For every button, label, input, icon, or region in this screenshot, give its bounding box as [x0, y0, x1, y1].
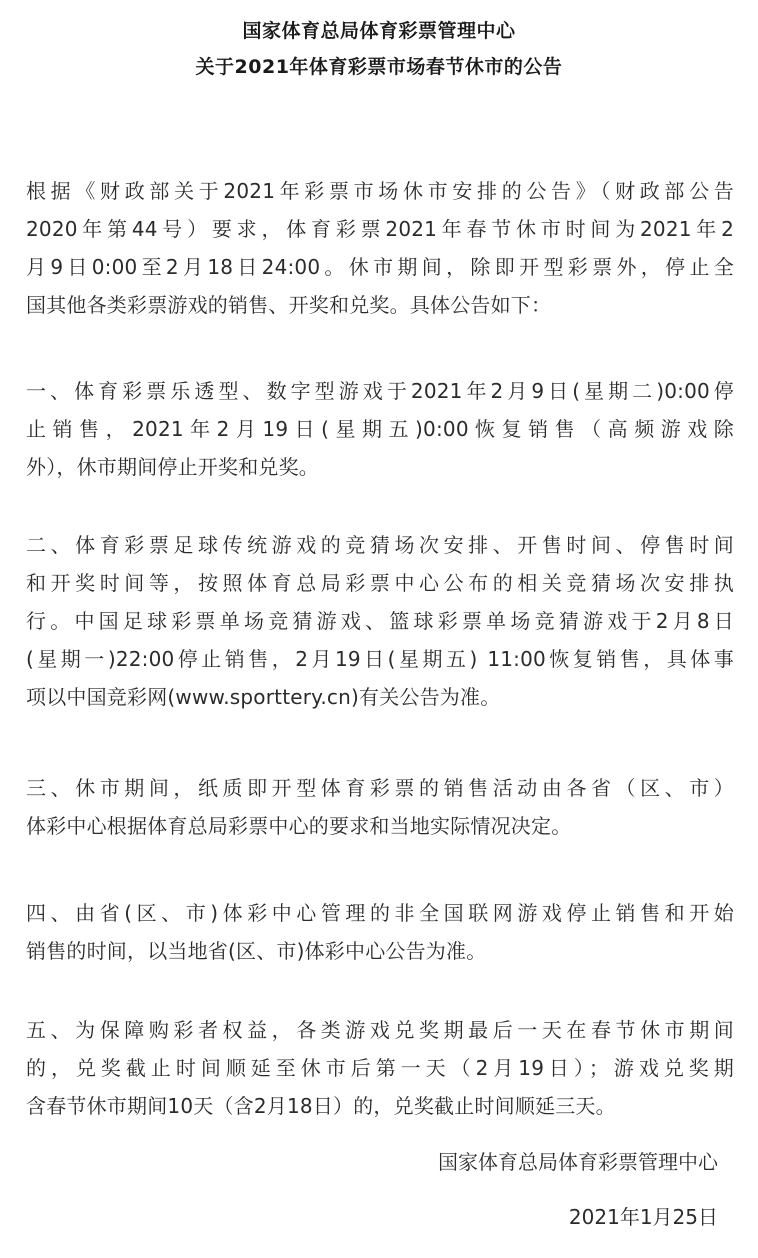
item-2-paragraph	[26, 526, 734, 716]
title-line-2: 关于2021年体育彩票市场春节休市的公告	[195, 56, 563, 78]
item-5-paragraph	[26, 1011, 734, 1125]
text-line: 行。中国足球彩票单场竞猜游戏、篮球彩票单场竞猜游戏于2月8日	[26, 609, 734, 633]
title-line-1: 国家体育总局体育彩票管理中心	[242, 20, 516, 42]
text-line: 销售的时间，以当地省(区、市)体彩中心公告为准。	[26, 939, 487, 963]
text-line: (星期一)22:00停止销售，2月19日(星期五) 11:00恢复销售，具体事	[26, 647, 734, 671]
text-line: 和开奖时间等，按照体育总局彩票中心公布的相关竞猜场次安排执	[26, 571, 734, 595]
text-line: 国其他各类彩票游戏的销售、开奖和兑奖。具体公告如下：	[26, 293, 552, 317]
text-line: 含春节休市期间10天（含2月18日）的，兑奖截止时间顺延三天。	[26, 1094, 616, 1118]
text-line: 2020年第44号）要求，体育彩票2021年春节休市时间为2021年2	[26, 217, 734, 241]
text-line: 项以中国竞彩网(www.sporttery.cn)有关公告为准。	[26, 685, 501, 709]
text-line: 外），休市期间停止开奖和兑奖。	[26, 455, 319, 479]
text-line: 四、由省(区、市)体彩中心管理的非全国联网游戏停止销售和开始	[26, 901, 734, 925]
item-3-paragraph	[26, 769, 734, 845]
text-line: 月9日0:00至2月18日24:00。休市期间，除即开型彩票外，停止全	[26, 255, 734, 279]
text-line: 的，兑奖截止时间顺延至休市后第一天（2月19日）；游戏兑奖期	[26, 1056, 734, 1080]
intro-paragraph	[26, 172, 734, 324]
text-line: 止销售，2021年2月19日(星期五)0:00恢复销售（高频游戏除	[26, 417, 734, 441]
text-line: 根据《财政部关于2021年彩票市场休市安排的公告》（财政部公告	[26, 179, 734, 203]
signature-organization: 国家体育总局体育彩票管理中心	[438, 1150, 718, 1174]
text-line: 体彩中心根据体育总局彩票中心的要求和当地实际情况决定。	[26, 814, 572, 838]
item-1-paragraph	[26, 372, 734, 486]
text-line: 三、休市期间，纸质即开型体育彩票的销售活动由各省（区、市）	[26, 776, 734, 800]
text-line: 二、体育彩票足球传统游戏的竞猜场次安排、开售时间、停售时间	[26, 533, 734, 557]
item-4-paragraph	[26, 894, 734, 970]
text-line: 五、为保障购彩者权益，各类游戏兑奖期最后一天在春节休市期间	[26, 1018, 734, 1042]
text-line: 一、体育彩票乐透型、数字型游戏于2021年2月9日(星期二)0:00停	[26, 379, 734, 403]
signature-date: 2021年1月25日	[568, 1205, 718, 1229]
